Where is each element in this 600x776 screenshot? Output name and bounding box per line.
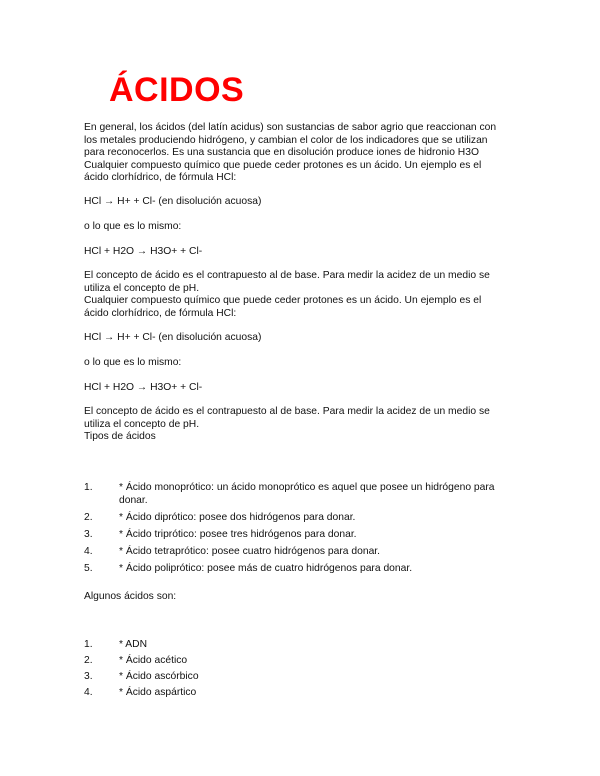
list-number: 1. <box>84 482 93 493</box>
list-text: * Ácido diprótico: posee dos hidrógenos para donar. <box>119 512 356 523</box>
algunos-heading: Algunos ácidos son: <box>84 591 177 602</box>
same-text-1: o lo que es lo mismo: <box>84 221 182 232</box>
concept-paragraph-2: El concepto de ácido es el contrapuesto al de base. Para medir la acidez de un medio se utiliza el concepto de pH. Tipos de ácidos <box>84 406 490 442</box>
list-text: * Ácido poliprótico: posee más de cuatro hidrógenos para donar. <box>119 563 413 574</box>
list-number: 3. <box>84 671 93 682</box>
list-number: 5. <box>84 563 93 574</box>
list-text: * Ácido tetraprótico: posee cuatro hidrógenos para donar. <box>119 546 381 557</box>
list-text: * Ácido monoprótico: un ácido monoprótico es aquel que posee un hidrógeno para donar. <box>119 482 495 506</box>
equation-4: HCl + H2O → H3O+ + Cl- <box>84 382 203 393</box>
list-text: * Ácido aspártico <box>119 687 197 698</box>
list-text: * Ácido ascórbico <box>119 671 199 682</box>
equation-2: HCl + H2O → H3O+ + Cl- <box>84 246 203 257</box>
list-number: 2. <box>84 655 93 666</box>
list-number: 4. <box>84 546 93 557</box>
list-text: * Ácido triprótico: posee tres hidrógenos para donar. <box>119 529 357 540</box>
intro-paragraph: En general, los ácidos (del latín acidus) son sustancias de sabor agrio que reaccionan con los metales produciendo hidrógeno, y cambian el color de los indicadores que se utilizan para reconocerlos. Es una sustancia que en disolución produce iones de hidronio H3O Cualquier compuesto químico que puede ceder protones es un ácido. Un ejemplo es el ácido clorhídrico, de fórmula HCl: <box>84 122 497 183</box>
equation-1: HCl → H+ + Cl- (en disolución acuosa) <box>84 196 262 207</box>
same-text-2: o lo que es lo mismo: <box>84 357 182 368</box>
list-number: 3. <box>84 529 93 540</box>
list-number: 1. <box>84 639 93 650</box>
list-text: * ADN <box>119 639 148 650</box>
concept-paragraph-1: El concepto de ácido es el contrapuesto al de base. Para medir la acidez de un medio se utiliza el concepto de pH. Cualquier compuesto químico que puede ceder protones es un ácido. Un ejemplo es el ácido clorhídrico, de fórmula HCl: <box>84 270 490 319</box>
list-text: * Ácido acético <box>119 655 188 666</box>
document-title: ÁCIDOS <box>109 71 245 109</box>
list-number: 2. <box>84 512 93 523</box>
list-number: 4. <box>84 687 93 698</box>
equation-3: HCl → H+ + Cl- (en disolución acuosa) <box>84 332 262 343</box>
